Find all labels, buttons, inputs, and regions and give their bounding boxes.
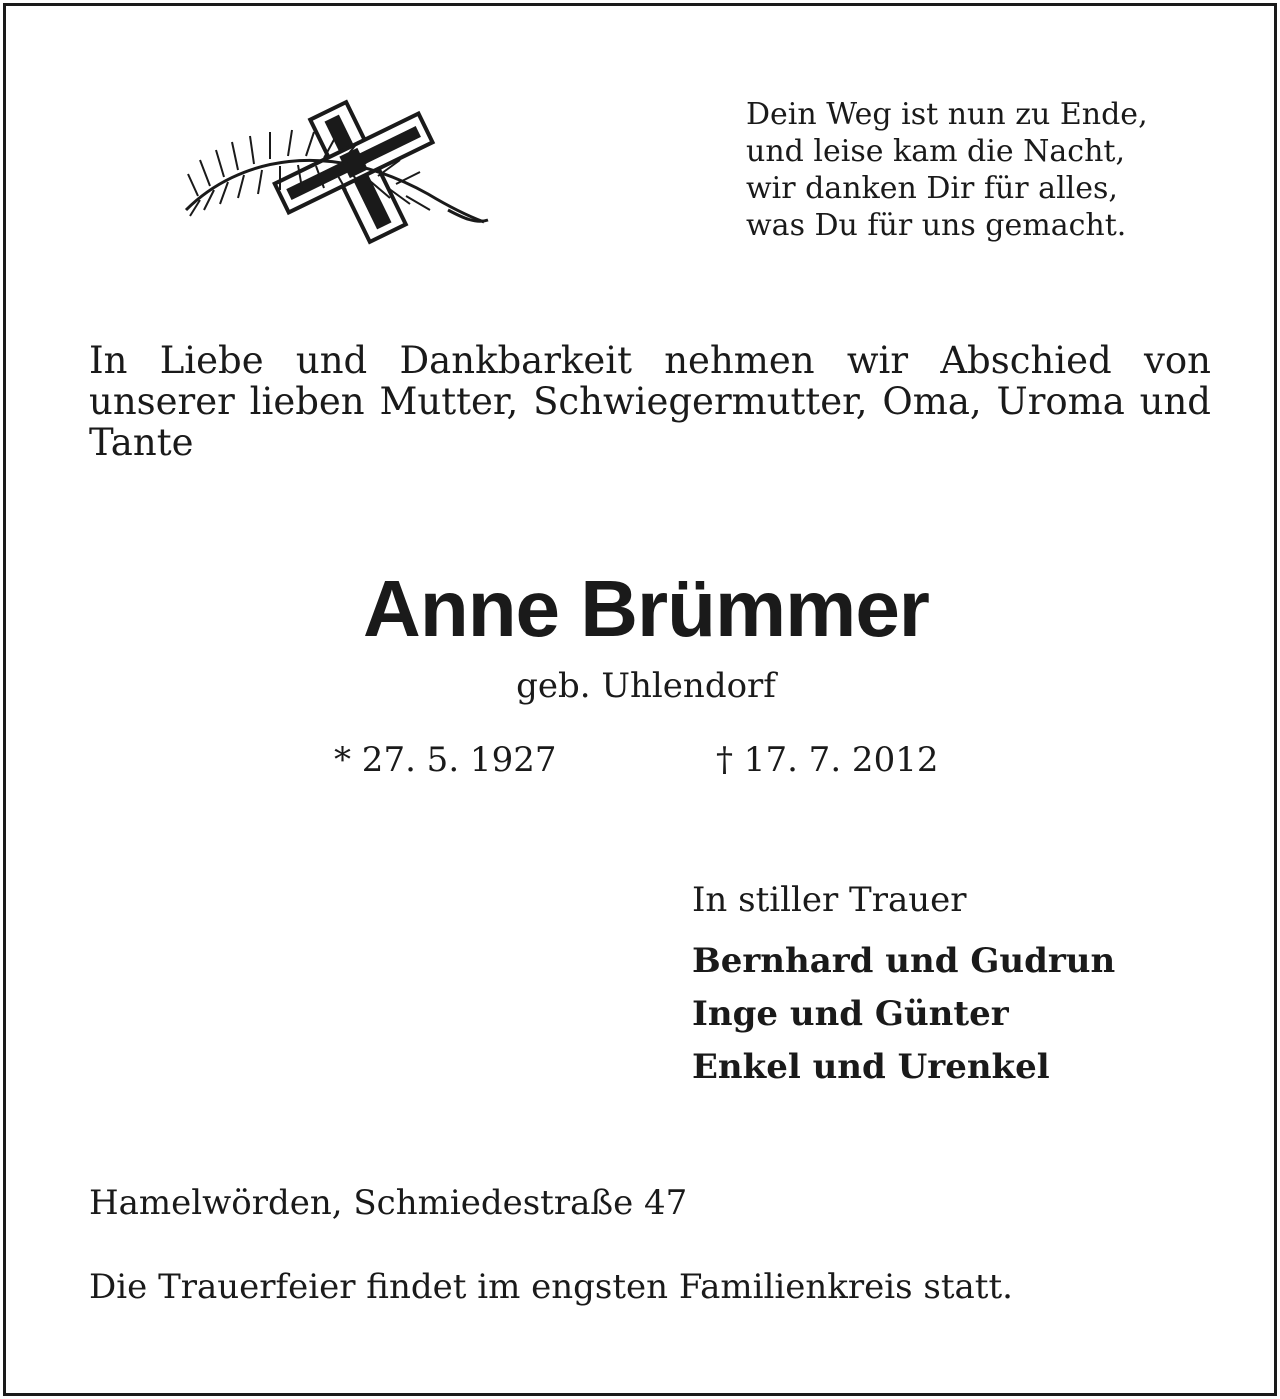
mourners-intro: In stiller Trauer bbox=[692, 880, 967, 920]
poem-line: und leise kam die Nacht, bbox=[746, 134, 1125, 169]
birth-date: * 27. 5. 1927 bbox=[334, 740, 557, 780]
death-date: † 17. 7. 2012 bbox=[716, 740, 939, 780]
poem-line: wir danken Dir für alles, bbox=[746, 171, 1118, 206]
obituary-frame bbox=[3, 3, 1277, 1396]
address: Hamelwörden, Schmiedestraße 47 bbox=[89, 1183, 688, 1223]
maiden-name: geb. Uhlendorf bbox=[516, 666, 776, 706]
deceased-name: Anne Brümmer bbox=[363, 564, 929, 653]
mourners-list bbox=[692, 935, 1115, 1094]
poem-line: was Du für uns gemacht. bbox=[746, 208, 1127, 243]
intro-text: In Liebe und Dankbarkeit nehmen wir Abschied von unserer lieben Mutter, Schwiegermutter, Oma, Uroma und Tante bbox=[89, 339, 1211, 464]
poem bbox=[746, 96, 1148, 244]
poem-line: Dein Weg ist nun zu Ende, bbox=[746, 97, 1148, 132]
cross-with-palm-frond-icon bbox=[178, 98, 490, 246]
mourner-name: Enkel und Urenkel bbox=[692, 1047, 1050, 1087]
mourner-name: Bernhard und Gudrun bbox=[692, 941, 1116, 981]
mourner-name: Inge und Günter bbox=[692, 994, 1009, 1034]
funeral-notice: Die Trauerfeier findet im engsten Familienkreis statt. bbox=[89, 1267, 1013, 1307]
